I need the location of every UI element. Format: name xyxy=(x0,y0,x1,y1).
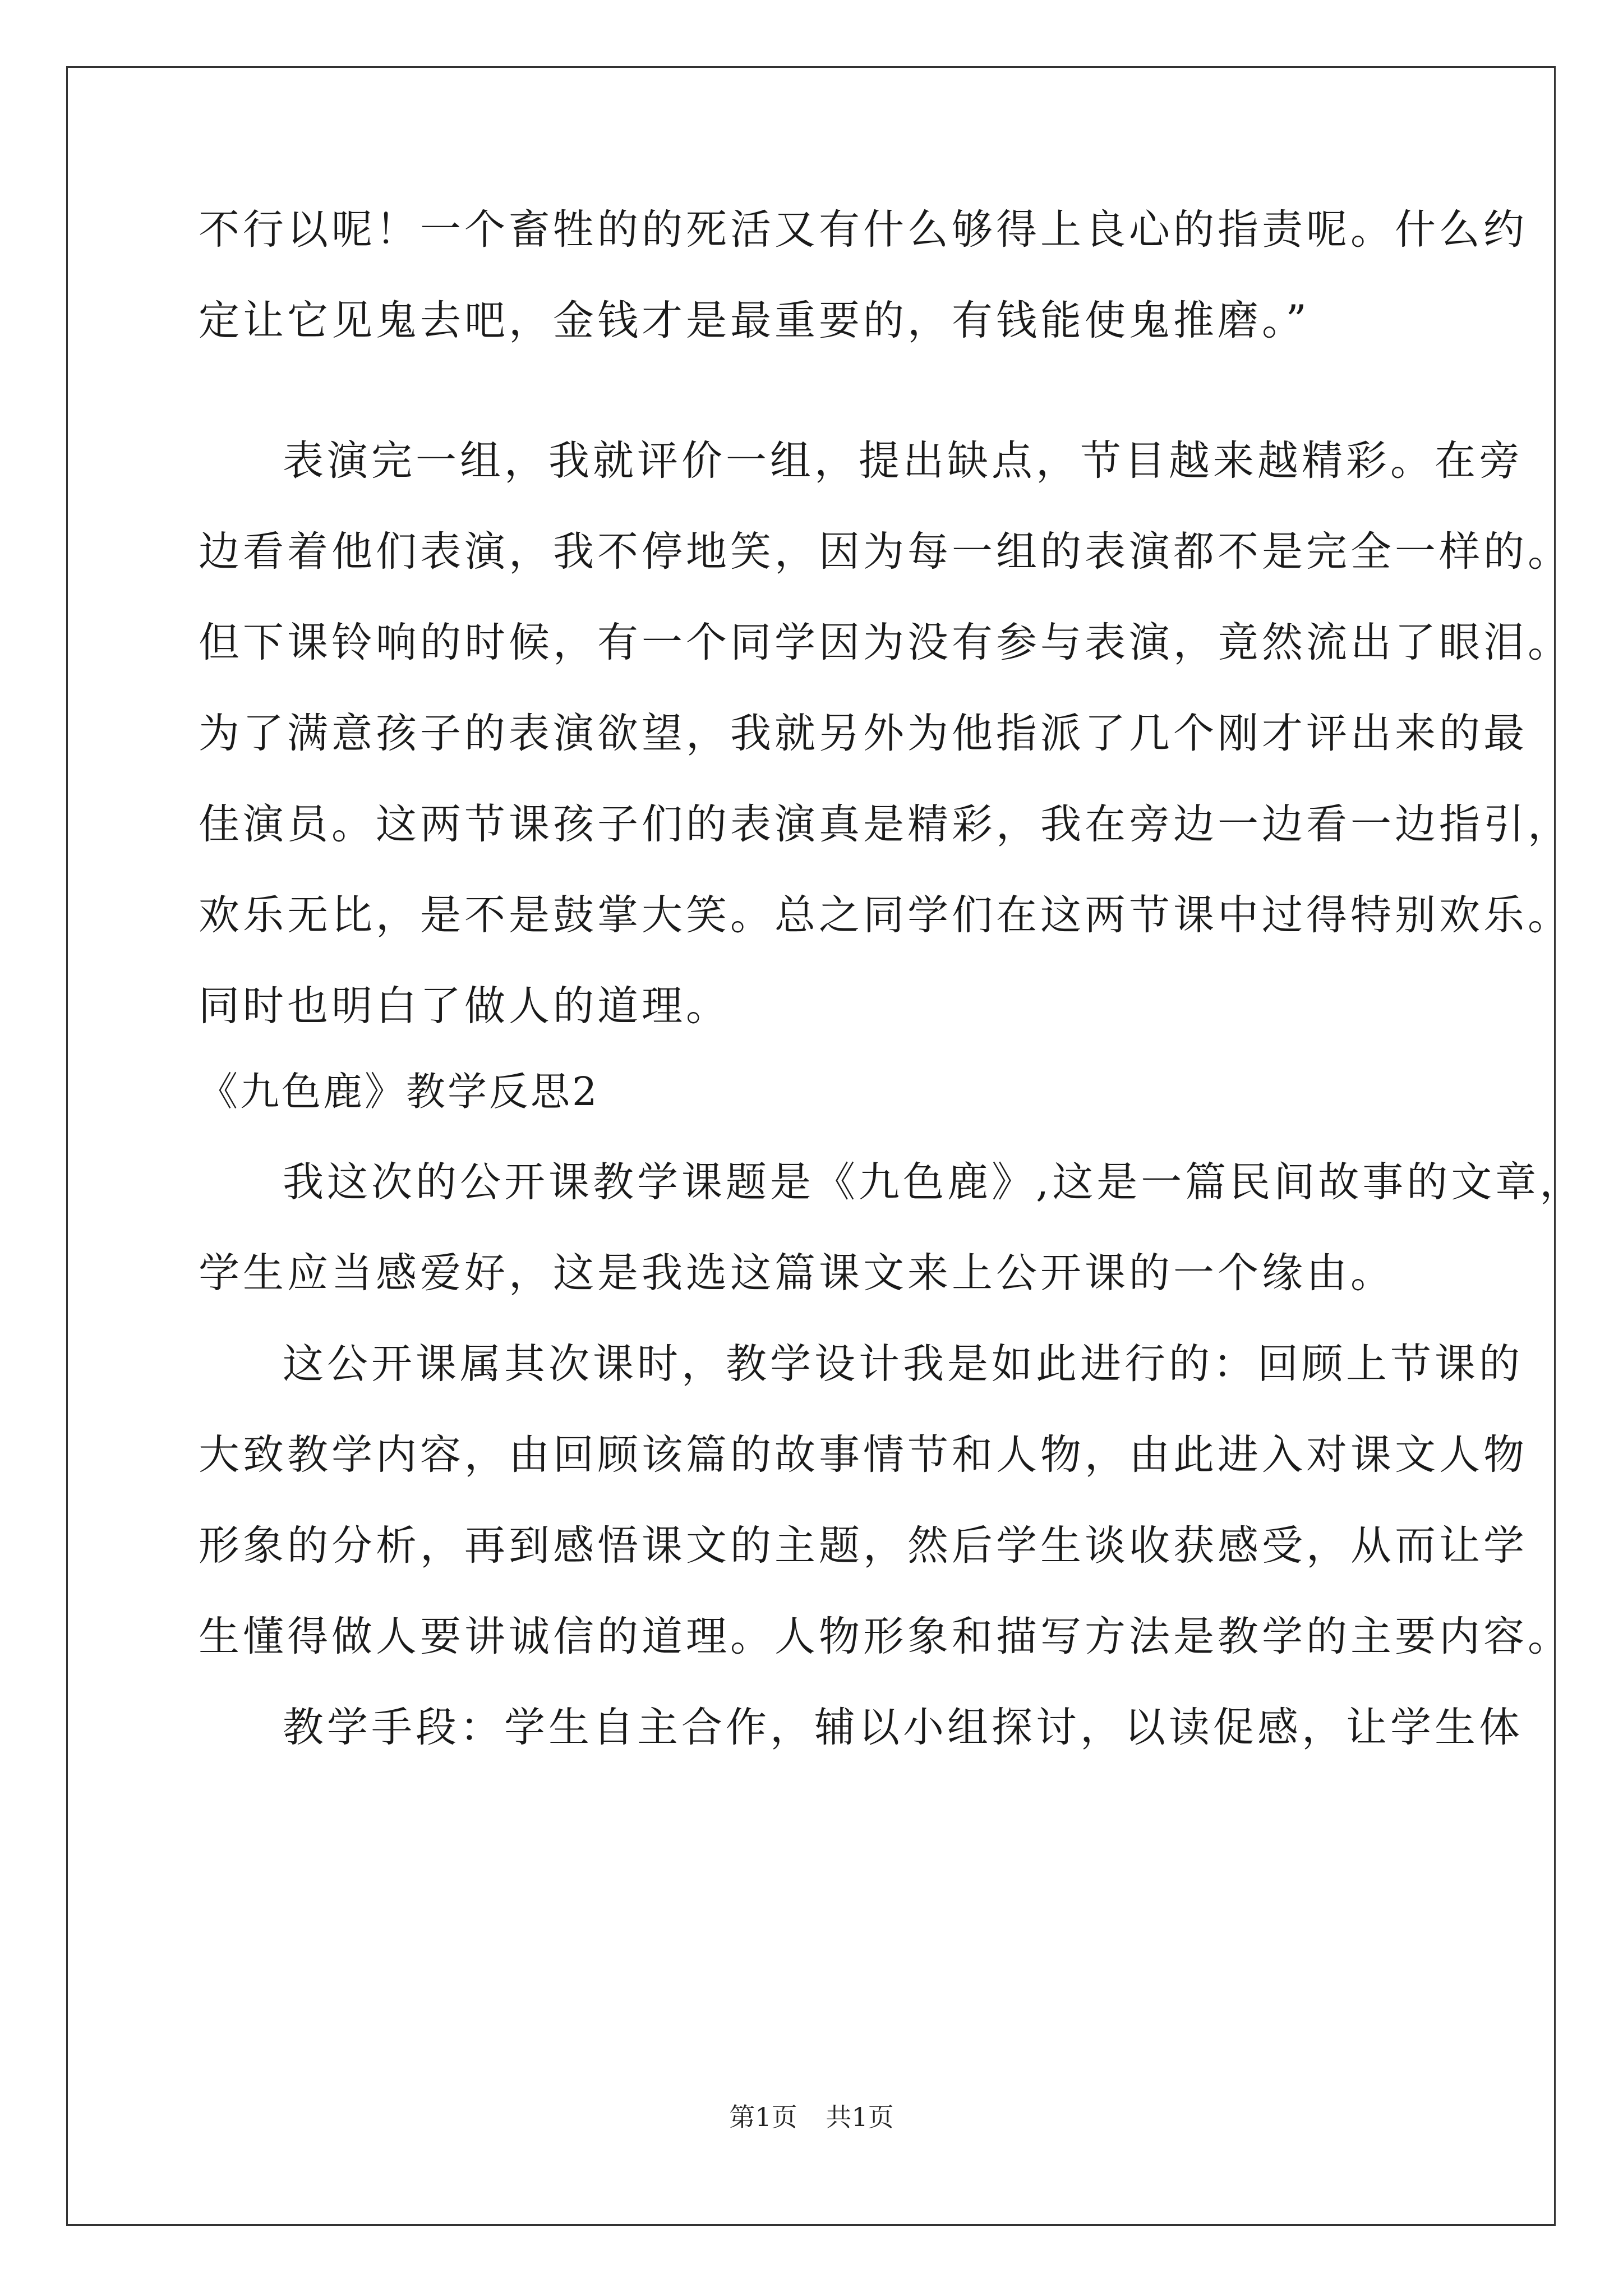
paragraph-first-line: 表演完一组，我就评价一组，提出缺点，节目越来越精彩。在旁 xyxy=(283,437,1523,485)
page-number: 第1页 xyxy=(729,2102,797,2132)
body-line: 佳演员。这两节课孩子们的表演真是精彩，我在旁边一边看一边指引， xyxy=(199,800,1572,848)
page-total: 共1页 xyxy=(826,2102,894,2132)
paragraph-first-line: 我这次的公开课教学课题是《九色鹿》,这是一篇民间故事的文章， xyxy=(283,1158,1584,1206)
body-line: 欢乐无比，是不是鼓掌大笑。总之同学们在这两节课中过得特别欢乐。 xyxy=(199,891,1572,939)
body-line: 为了满意孩子的表演欲望，我就另外为他指派了几个刚才评出来的最 xyxy=(199,710,1528,757)
body-line: 不行以呢！一个畜牲的的死活又有什么够得上良心的指责呢。什么约 xyxy=(199,206,1528,254)
section-heading: 《九色鹿》教学反思2 xyxy=(199,1069,600,1115)
body-line: 但下课铃响的时候，有一个同学因为没有参与表演，竟然流出了眼泪。 xyxy=(199,619,1572,666)
body-line: 形象的分析，再到感悟课文的主题，然后学生谈收获感受，从而让学 xyxy=(199,1522,1528,1570)
body-line: 大致教学内容，由回顾该篇的故事情节和人物，由此进入对课文人物 xyxy=(199,1431,1528,1479)
page-footer xyxy=(0,2100,1623,2134)
body-line: 定让它见鬼去吧，金钱才是最重要的，有钱能使鬼推磨。” xyxy=(199,297,1310,344)
page-border xyxy=(66,66,1556,2226)
body-line: 同时也明白了做人的道理。 xyxy=(199,982,730,1030)
paragraph-first-line: 教学手段：学生自主合作，辅以小组探讨，以读促感，让学生体 xyxy=(283,1704,1523,1751)
body-line: 边看着他们表演，我不停地笑，因为每一组的表演都不是完全一样的。 xyxy=(199,528,1572,576)
paragraph-first-line: 这公开课属其次课时，教学设计我是如此进行的：回顾上节课的 xyxy=(283,1340,1523,1388)
body-line: 学生应当感爱好，这是我选这篇课文来上公开课的一个缘由。 xyxy=(199,1249,1395,1297)
body-line: 生懂得做人要讲诚信的道理。人物形象和描写方法是教学的主要内容。 xyxy=(199,1613,1572,1660)
